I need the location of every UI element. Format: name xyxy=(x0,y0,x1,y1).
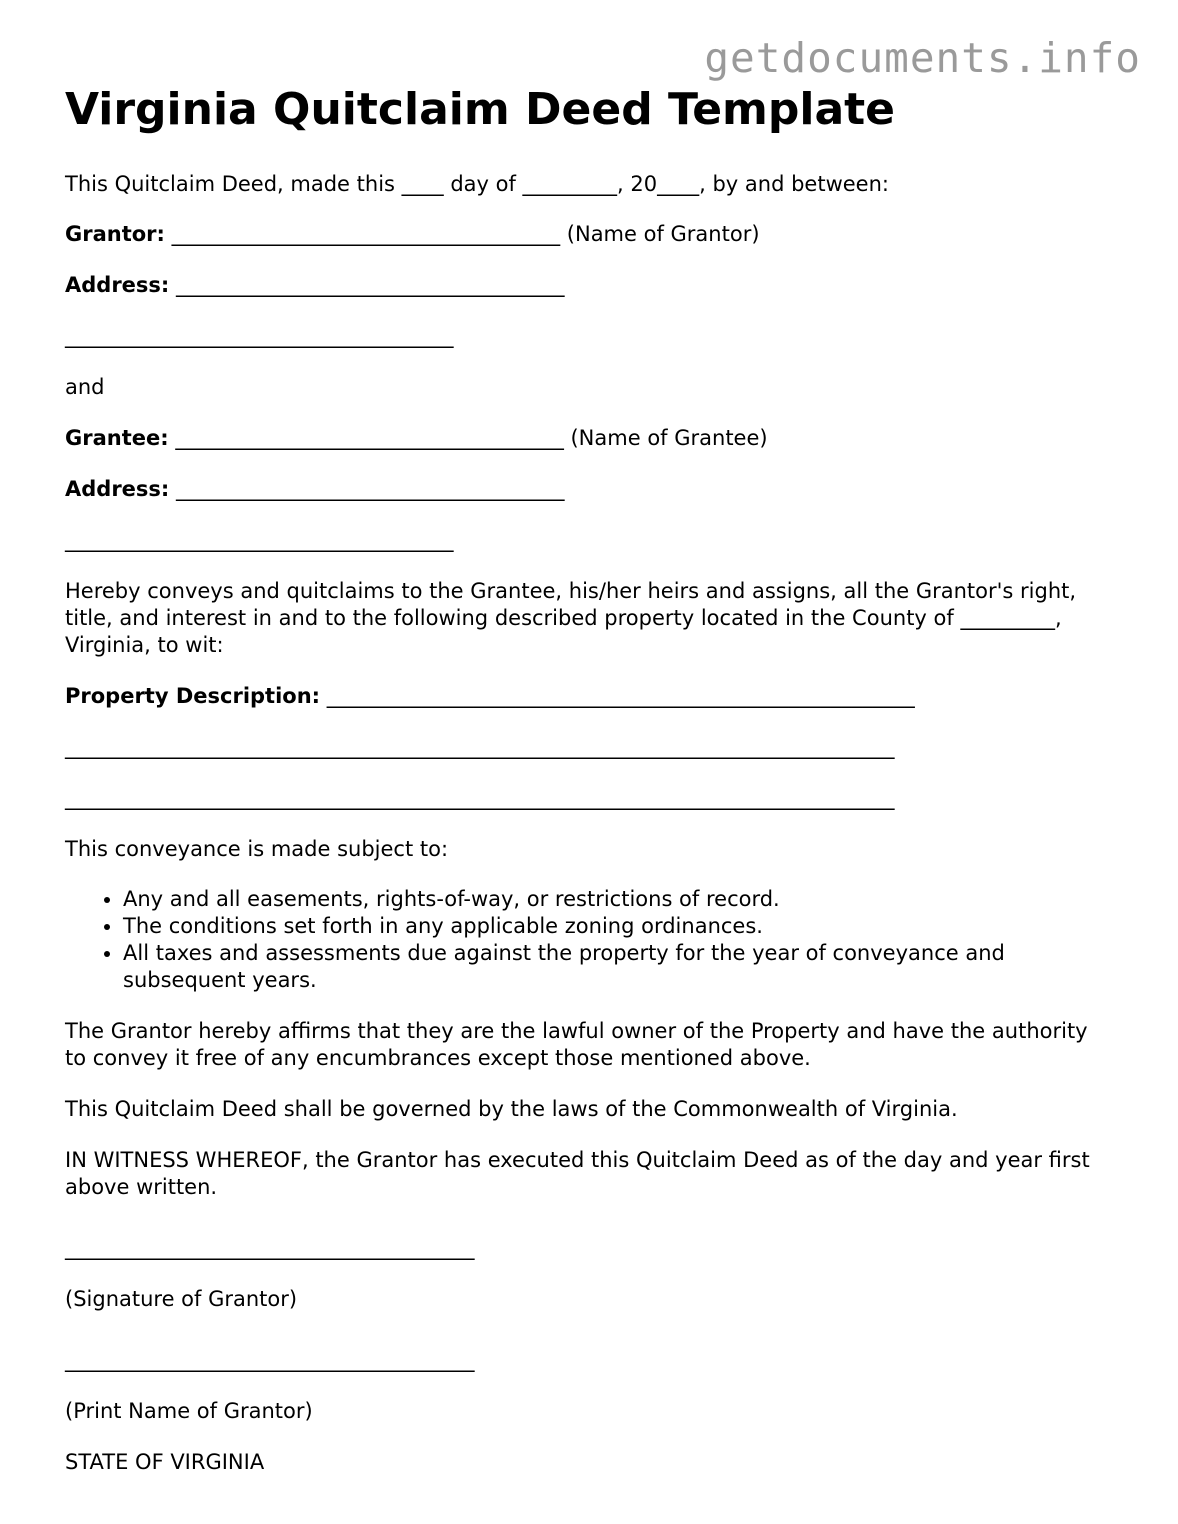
signature-line[interactable]: _______________________________________ xyxy=(65,1236,475,1260)
property-line3[interactable]: _______________________________________________________________________________ xyxy=(65,786,895,810)
grantee-row xyxy=(65,425,1125,452)
property-field[interactable]: ________________________________________________________ xyxy=(320,684,915,708)
grantee-address-label: Address: xyxy=(65,477,170,501)
grantee-name-field[interactable]: _____________________________________ (Name of Grantee) xyxy=(168,426,768,450)
governed-paragraph: This Quitclaim Deed shall be governed by the laws of the Commonwealth of Virginia. xyxy=(65,1097,958,1121)
conveyance-paragraph: Hereby conveys and quitclaims to the Grantee, his/her heirs and assigns, all the Grantor's right, title, and interest in and to the following described property located in the County of _________, Virginia, to wit: xyxy=(65,579,1077,657)
subject-to-text: This conveyance is made subject to: xyxy=(65,837,449,861)
grantor-address-field[interactable]: _____________________________________ xyxy=(169,273,565,297)
grantor-row xyxy=(65,221,1125,248)
affirm-paragraph: The Grantor hereby affirms that they are the lawful owner of the Property and have the authority to convey it free of any encumbrances except those mentioned above. xyxy=(65,1019,1088,1070)
list-item: • All taxes and assessments due against the property for the year of conveyance and subsequent years. xyxy=(123,940,1125,994)
list-item: • The conditions set forth in any applicable zoning ordinances. xyxy=(123,913,1125,940)
grantor-label: Grantor: xyxy=(65,222,165,246)
grantor-address-label: Address: xyxy=(65,273,170,297)
conditions-list xyxy=(65,886,1125,994)
and-text: and xyxy=(65,375,105,399)
intro-text: This Quitclaim Deed, made this ____ day of _________, 20____, by and between: xyxy=(65,172,889,196)
signature-caption: (Signature of Grantor) xyxy=(65,1287,298,1311)
grantee-label: Grantee: xyxy=(65,426,169,450)
grantee-address-row xyxy=(65,476,1125,503)
property-label: Property Description: xyxy=(65,684,321,708)
grantor-name-field[interactable]: _____________________________________ (Name of Grantor) xyxy=(164,222,760,246)
page-title: Virginia Quitclaim Deed Template xyxy=(65,84,896,135)
document-page xyxy=(65,84,1125,1476)
grantee-address-field[interactable]: _____________________________________ xyxy=(169,477,565,501)
state-heading: STATE OF VIRGINIA xyxy=(65,1450,265,1474)
print-name-caption: (Print Name of Grantor) xyxy=(65,1399,313,1423)
property-row xyxy=(65,683,1125,710)
property-line2[interactable]: _______________________________________________________________________________ xyxy=(65,735,895,759)
grantor-address-row xyxy=(65,272,1125,299)
grantor-address-line2[interactable]: _____________________________________ xyxy=(65,324,454,348)
list-item: • Any and all easements, rights-of-way, or restrictions of record. xyxy=(123,886,1125,913)
print-name-line[interactable]: _______________________________________ xyxy=(65,1348,475,1372)
watermark: getdocuments.info xyxy=(704,34,1141,82)
grantee-address-line2[interactable]: _____________________________________ xyxy=(65,528,454,552)
witness-paragraph: IN WITNESS WHEREOF, the Grantor has executed this Quitclaim Deed as of the day and year first above written. xyxy=(65,1148,1090,1199)
